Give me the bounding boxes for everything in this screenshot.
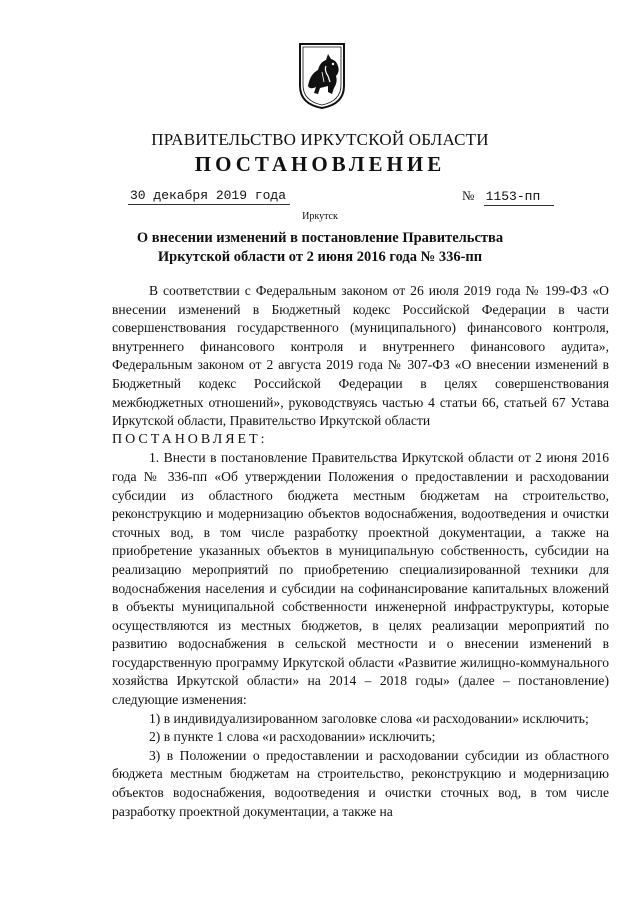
- document-date-value: 30 декабря 2019 года: [128, 188, 290, 205]
- document-number: [462, 188, 554, 204]
- government-name: ПРАВИТЕЛЬСТВО ИРКУТСКОЙ ОБЛАСТИ: [151, 130, 489, 149]
- irkutsk-coat-of-arms-icon: [298, 42, 346, 110]
- subitem-1-paragraph: 1) в индивидуализированном заголовке слова «и расходовании» исключить;: [149, 710, 589, 726]
- number-sign: №: [462, 188, 475, 203]
- city-name: Иркутск: [302, 211, 338, 222]
- subitem-3-paragraph: 3) в Положении о предоставлении и расходовании субсидии из областного бюджета местным бюджетам на строительство, реконструкцию и модернизацию объектов водоснабжения, водоотведения и очистки сточных вод, в том числе разработку проектной документации, а также на: [112, 747, 609, 819]
- preamble-paragraph: В соответствии с Федеральным законом от 26 июля 2019 года № 199-ФЗ «О внесении изменений в Бюджетный кодекс Российской Федерации в части совершенствования государственного (муниципального) финансового контроля, внутреннего финансового контроля и внутреннего финансового аудита», Федеральным законом от 2 августа 2019 года № 307-ФЗ «О внесении изменений в Бюджетный кодекс Российской Федерации в целях совершенствования межбюджетных отношений», руководствуясь частью 4 статьи 66, статьей 67 Устава Иркутской области, Правительство Иркутской области: [112, 283, 609, 429]
- document-type-title: ПОСТАНОВЛЕНИЕ: [194, 152, 446, 176]
- resolves-word: ПОСТАНОВЛЯЕТ:: [112, 431, 268, 447]
- document-body: [112, 282, 609, 821]
- document-date: [128, 188, 290, 203]
- item-1-paragraph: 1. Внести в постановление Правительства Иркутской области от 2 июня 2016 года № 336-пп «Об утверждении Положения о предоставлении и расходовании субсидии из областного бюджета местным бюджетам на строительство, реконструкцию и модернизацию объектов водоснабжения, водоотведения и очистки сточных вод, в том числе разработку проектной документации, а также на приобретение указанных объектов в муниципальную собственность, субсидии на реализацию мероприятий по приобретению специализированной техники для водоснабжения населения и субсидии на софинансирование капитальных вложений в объекты муниципальной собственности инженерной инфраструктуры, которые осуществляются из местных бюджетов, в целях реализации мероприятий по развитию водоснабжения в сельской местности и о внесении изменений в государственную программу Иркутской области «Развитие жилищно-коммунального хозяйства Иркутской области» на 2014 – 2018 годы» (далее – постановление) следующие изменения:: [112, 450, 609, 708]
- subitem-2-paragraph: 2) в пункте 1 слова «и расходовании» исключить;: [149, 729, 436, 745]
- document-heading: О внесении изменений в постановление Правительства Иркутской области от 2 июня 2016 года № 336-пп: [136, 230, 504, 265]
- document-number-value: 1153-пп: [484, 189, 555, 206]
